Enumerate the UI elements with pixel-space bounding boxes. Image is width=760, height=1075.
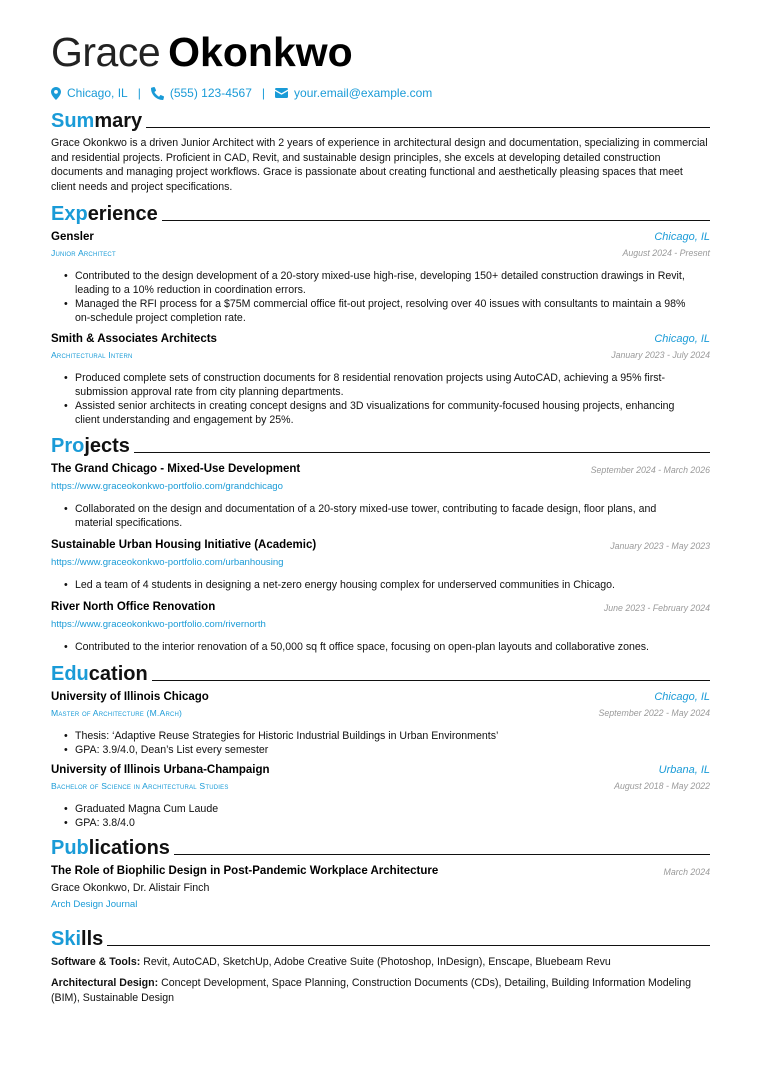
project-bullets	[51, 578, 687, 592]
section-title-rest: jects	[84, 435, 130, 457]
section-title-rest: lls	[81, 928, 104, 950]
phone-text: (555) 123-4567	[169, 86, 252, 100]
map-marker-icon	[51, 87, 61, 100]
publication-journal: Arch Design Journal	[51, 899, 138, 910]
section-title-rest: mary	[94, 110, 143, 132]
project-dates: September 2024 - March 2026	[590, 465, 710, 475]
project-link[interactable]: https://www.graceokonkwo-portfolio.com/grandchicago	[51, 481, 283, 492]
education-school: University of Illinois Chicago	[51, 691, 209, 703]
section-rule	[162, 220, 710, 221]
section-title-accent: Ski	[51, 928, 82, 950]
bullet-item: • Collaborated on the design and documentation of a 20-story mixed-use tower, contributing to facade design, floor plans, and material specifications.	[51, 502, 687, 530]
project-name: River North Office Renovation	[51, 601, 216, 613]
skill-label: Architectural Design:	[51, 977, 159, 989]
education-bullets	[51, 729, 687, 757]
location-text: Chicago, IL	[67, 86, 128, 100]
skill-row	[51, 955, 710, 970]
experience-bullets	[51, 371, 687, 427]
bullet-item: • Led a team of 4 students in designing a net-zero energy housing complex for underserved communities in Chicago.	[51, 578, 687, 592]
section-title-rest: erience	[87, 203, 158, 225]
experience-role: Architectural Intern	[51, 350, 133, 360]
section-title	[51, 110, 142, 132]
section-rule	[134, 452, 710, 453]
section-title-rest: cation	[88, 663, 148, 685]
section-title-accent: Edu	[51, 663, 89, 685]
section-rule	[152, 680, 710, 681]
contact-separator: |	[261, 86, 266, 100]
education-location: Urbana, IL	[658, 764, 710, 776]
experience-dates: August 2024 - Present	[622, 248, 710, 258]
publication-authors: Grace Okonkwo, Dr. Alistair Finch	[51, 882, 210, 894]
bullet-item: • Produced complete sets of construction documents for 8 residential renovation projects using AutoCAD, achieving a 95% first-submission approval rate from city planning departments.	[51, 371, 687, 399]
bullet-item: • Managed the RFI process for a $75M commercial office fit-out project, resolving over 40 issues with consultants to maintain a 98% on-schedule project completion rate.	[51, 297, 687, 325]
section-title-accent: Exp	[51, 203, 88, 225]
section-rule	[174, 854, 710, 855]
email-text: your.email@example.com	[294, 86, 433, 100]
bullet-item: • GPA: 3.9/4.0, Dean’s List every semester	[51, 743, 687, 757]
section-rule	[146, 127, 710, 128]
phone-icon	[151, 87, 164, 100]
section-title-rest: lications	[88, 837, 170, 859]
project-bullets	[51, 640, 687, 654]
section-heading-experience	[51, 201, 710, 225]
contact-location	[51, 86, 128, 100]
experience-bullets	[51, 269, 687, 325]
bullet-item: • Contributed to the interior renovation of a 50,000 sq ft office space, focusing on open-plan layouts and collaborative zones.	[51, 640, 687, 654]
section-heading-skills	[51, 926, 710, 950]
education-dates: August 2018 - May 2022	[614, 781, 710, 791]
project-link[interactable]: https://www.graceokonkwo-portfolio.com/rivernorth	[51, 619, 266, 630]
skill-label: Software & Tools:	[51, 956, 141, 968]
bullet-item: • GPA: 3.8/4.0	[51, 816, 687, 830]
education-degree: Bachelor of Science in Architectural Studies	[51, 781, 229, 791]
bullet-item: • Assisted senior architects in creating concept designs and 3D visualizations for community-focused housing projects, enhancing client understanding and engagement by 25%.	[51, 399, 687, 427]
project-dates: January 2023 - May 2023	[610, 541, 710, 551]
bullet-item: • Graduated Magna Cum Laude	[51, 802, 687, 816]
last-name: Okonkwo	[168, 29, 353, 75]
skill-row	[51, 976, 710, 1006]
section-heading-summary	[51, 108, 710, 132]
project-name: The Grand Chicago - Mixed-Use Development	[51, 463, 301, 475]
bullet-item: • Thesis: ‘Adaptive Reuse Strategies for Historic Industrial Buildings in Urban Environments’	[51, 729, 687, 743]
experience-location: Chicago, IL	[654, 333, 710, 345]
section-heading-publications	[51, 835, 710, 859]
project-link[interactable]: https://www.graceokonkwo-portfolio.com/urbanhousing	[51, 557, 284, 568]
summary-text: Grace Okonkwo is a driven Junior Architect with 2 years of experience in architectural design and documentation, specializing in commercial and residential projects. Proficient in CAD, Revit, and sustainable design principles, she excels at developing detailed construction documents and managing project workflows. Grace is passionate about creating functional and aesthetically pleasing spaces that meet client needs and project specifications.	[51, 137, 708, 193]
section-title	[51, 928, 103, 950]
section-title-accent: Pub	[51, 837, 89, 859]
project-name: Sustainable Urban Housing Initiative (Academic)	[51, 539, 317, 551]
contact-bar	[51, 86, 432, 100]
section-title	[51, 837, 170, 859]
first-name: Grace	[51, 29, 161, 75]
education-dates: September 2022 - May 2024	[598, 708, 710, 718]
education-bullets	[51, 802, 687, 830]
section-title	[51, 203, 158, 225]
skill-value: Concept Development, Space Planning, Construction Documents (CDs), Detailing, Building Information Modeling (BIM), Sustainable Design	[51, 977, 692, 1004]
section-title-accent: Pro	[51, 435, 85, 457]
section-title	[51, 435, 130, 457]
skill-value: Revit, AutoCAD, SketchUp, Adobe Creative Suite (Photoshop, InDesign), Enscape, Bluebeam Revu	[140, 956, 611, 968]
contact-separator: |	[137, 86, 141, 100]
section-title	[51, 663, 148, 685]
bullet-item: • Contributed to the design development of a 20-story mixed-use high-rise, developing 150+ detailed construction drawings in Revit, leading to a 10% reduction in coordination errors.	[51, 269, 687, 297]
candidate-name	[51, 28, 353, 76]
project-bullets	[51, 502, 687, 530]
education-school: University of Illinois Urbana-Champaign	[51, 764, 270, 776]
contact-email[interactable]	[275, 86, 432, 100]
experience-company: Gensler	[51, 231, 94, 243]
project-dates: June 2023 - February 2024	[603, 603, 710, 613]
publication-title: The Role of Biophilic Design in Post-Pandemic Workplace Architecture	[51, 865, 439, 877]
experience-location: Chicago, IL	[654, 231, 710, 243]
publication-date: March 2024	[663, 867, 710, 877]
section-rule	[107, 945, 710, 946]
contact-phone[interactable]	[151, 86, 252, 100]
experience-dates: January 2023 - July 2024	[611, 350, 710, 360]
education-degree: Master of Architecture (M.Arch)	[51, 708, 183, 718]
section-heading-projects	[51, 433, 710, 457]
experience-role: Junior Architect	[51, 248, 116, 258]
section-title-accent: Sum	[51, 110, 95, 132]
envelope-icon	[275, 88, 288, 98]
experience-company: Smith & Associates Architects	[51, 333, 217, 345]
education-location: Chicago, IL	[654, 691, 710, 703]
section-heading-education	[51, 661, 710, 685]
